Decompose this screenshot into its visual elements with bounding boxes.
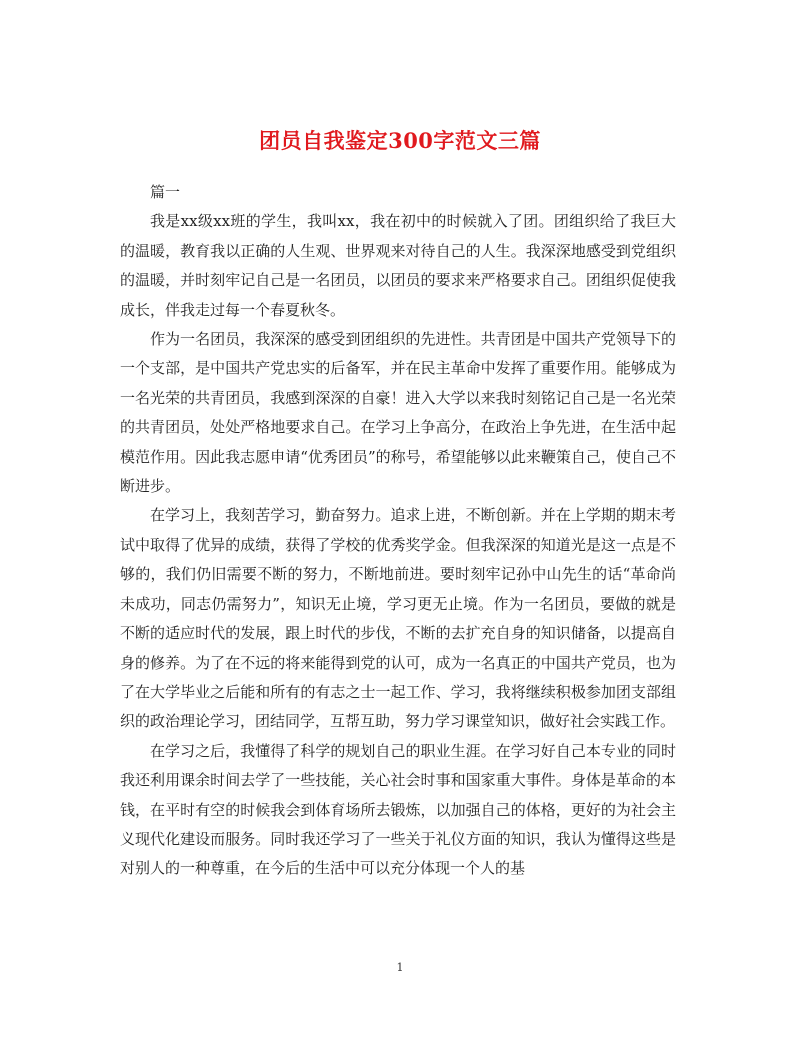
document-title: 团员自我鉴定300字范文三篇 xyxy=(259,128,541,154)
page-number: 1 xyxy=(396,961,404,974)
section-label: 篇一 xyxy=(150,183,181,201)
paragraph-2: 作为一名团员，我深深的感受到团组织的先进性。共青团是中国共产党领导下的一个支部，是中国共产党忠实的后备军，并在民主革命中发挥了重要作用。能够成为一名光荣的共青团员，我感到深深的自豪！进入大学以来我时刻铭记自己是一名光荣的共青团员，处处严格地要求自己。在学习上争高分，在政治上争先进，在生活中起模范作用。因此我志愿申请“优秀团员”的称号，希望能够以此来鞭策自己，使自己不断进步。 xyxy=(120,330,676,496)
paragraph-3: 在学习上，我刻苦学习，勤奋努力。追求上进，不断创新。并在上学期的期末考试中取得了优异的成绩，获得了学校的优秀奖学金。但我深深的知道光是这一点是不够的，我们仍旧需要不断的努力，不断地前进。要时刻牢记孙中山先生的话“革命尚未成功，同志仍需努力”，知识无止境，学习更无止境。作为一名团员，要做的就是不断的适应时代的发展，跟上时代的步伐，不断的去扩充自身的知识储备，以提高自身的修养。为了在不远的将来能得到党的认可，成为一名真正的中国共产党员，也为了在大学毕业之后能和所有的有志之士一起工作、学习，我将继续积极参加团支部组织的政治理论学习，团结同学，互帮互助，努力学习课堂知识，做好社会实践工作。 xyxy=(120,506,676,731)
paragraph-1: 我是xx级xx班的学生，我叫xx，我在初中的时候就入了团。团组织给了我巨大的温暖，教育我以正确的人生观、世界观来对待自己的人生。我深深地感受到党组织的温暖，并时刻牢记自己是一名团员，以团员的要求来严格要求自己。团组织促使我成长，伴我走过每一个春夏秋冬。 xyxy=(120,212,676,319)
document-body xyxy=(120,178,676,884)
paragraph-4: 在学习之后，我懂得了科学的规划自己的职业生涯。在学习好自己本专业的同时我还利用课余时间去学了一些技能，关心社会时事和国家重大事件。身体是革命的本钱，在平时有空的时候我会到体育场所去锻炼，以加强自己的体格，更好的为社会主义现代化建设而服务。同时我还学习了一些关于礼仪方面的知识，我认为懂得这些是对别人的一种尊重，在今后的生活中可以充分体现一个人的基 xyxy=(120,741,676,878)
